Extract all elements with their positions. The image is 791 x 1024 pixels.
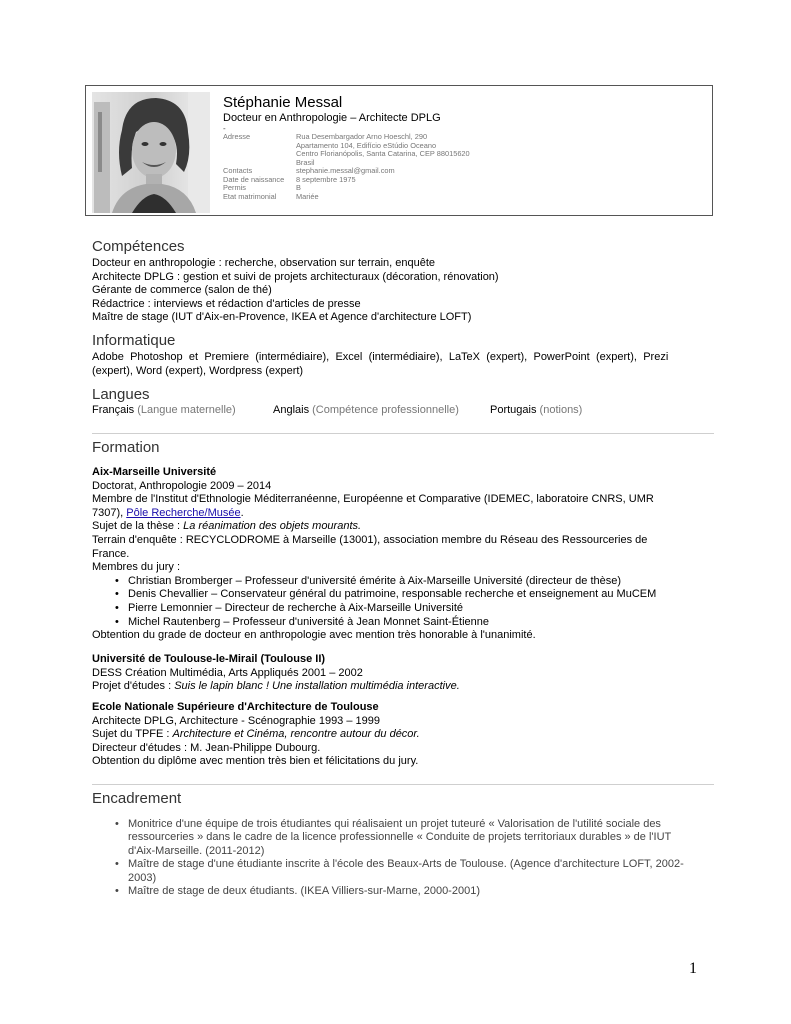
formation-toulouse [92, 653, 460, 694]
institution-name: Aix-Marseille Université [92, 466, 217, 478]
competence-item: Rédactrice : interviews et rédaction d'articles de presse [92, 297, 361, 310]
informatique-line: (expert), Word (expert), Wordpress (expert) [92, 364, 304, 377]
info-label: Date de naissance [223, 174, 285, 184]
institution-name: Université de Toulouse-le-Mirail (Toulouse II) [92, 653, 326, 665]
profile-photo [92, 92, 210, 213]
encadrement-list [92, 818, 698, 898]
info-row [223, 193, 470, 202]
competence-item: Gérante de commerce (salon de thé) [92, 284, 272, 297]
language-item [490, 404, 582, 418]
jury-list [92, 575, 656, 629]
encadrement-item: • Maître de stage de deux étudiants. (IKEA Villiers-sur-Marne, 2000-2001) [92, 885, 698, 898]
project-title: Suis le lapin blanc ! Une installation multimédia interactive. [174, 680, 460, 693]
competence-item: Architecte DPLG : gestion et suivi de projets architecturaux (décoration, rénovation) [92, 270, 499, 283]
formation-line: Directeur d'études : M. Jean-Philippe Dubourg. [92, 741, 321, 754]
language-name: Portugais [490, 404, 537, 416]
email-value[interactable]: stephanie.messal@gmail.com [296, 166, 395, 175]
competence-item: Maître de stage (IUT d'Aix-en-Provence, IKEA et Agence d'architecture LOFT) [92, 311, 472, 324]
formation-text: 7307), [92, 506, 127, 519]
formation-aix [92, 466, 656, 643]
competence-item: Docteur en anthropologie : recherche, observation sur terrain, enquête [92, 257, 436, 269]
encadrement-title: Encadrement [92, 790, 182, 807]
info-label [223, 142, 296, 151]
info-value: Mariée [296, 191, 319, 201]
formation-text: Sujet de la thèse : [92, 520, 184, 533]
langues-title: Langues [92, 386, 150, 403]
project-title: Architecture et Cinéma, rencontre autour du décor. [172, 728, 420, 741]
formation-text: . [240, 506, 244, 519]
language-level: (Langue maternelle) [137, 404, 236, 416]
formation-ensa [92, 701, 420, 769]
language-name: Français [92, 404, 135, 416]
degree-line: DESS Création Multimédia, Arts Appliqués 2001 – 2002 [92, 666, 363, 679]
info-label: Contacts [223, 166, 253, 175]
formation-line: France. [92, 547, 130, 560]
thesis-subject [92, 520, 656, 534]
language-item [92, 404, 236, 418]
competences-list [92, 257, 499, 325]
formation-line: Terrain d'enquête : RECYCLODROME à Marseille (13001), association membre du Réseau des Ressourceries de [92, 533, 648, 546]
info-row [223, 150, 470, 159]
info-label [223, 150, 296, 159]
formation-line: Membres du jury : [92, 561, 181, 574]
informatique-title: Informatique [92, 332, 176, 349]
degree-line: Doctorat, Anthropologie 2009 – 2014 [92, 479, 272, 492]
personal-info [223, 133, 470, 201]
degree-line: Architecte DPLG, Architecture - Scénographie 1993 – 1999 [92, 714, 381, 727]
formation-title: Formation [92, 439, 160, 456]
info-label: Adresse [223, 132, 251, 141]
language-name: Anglais [273, 404, 310, 416]
info-value: B [296, 183, 301, 192]
subtitle-dash: - [223, 124, 226, 133]
project-line [92, 680, 460, 694]
formation-line: Obtention du grade de docteur en anthropologie avec mention très honorable à l'unanimité. [92, 629, 536, 642]
jury-member: • Christian Bromberger – Professeur d'université émérite à Aix-Marseille Université (directeur de thèse) [92, 575, 656, 589]
formation-line: Membre de l'Institut d'Ethnologie Méditerranéenne, Européenne et Comparative (IDEMEC, laboratoire CNRS, UMR [92, 493, 654, 506]
formation-line [92, 507, 656, 521]
language-item [273, 404, 459, 418]
divider [92, 784, 714, 785]
profile-header [85, 85, 713, 216]
info-value: Rua Desembargador Arno Hoeschl, 290 [296, 132, 428, 141]
encadrement-item: • Monitrice d'une équipe de trois étudiantes qui réalisaient un projet tuteuré « Valorisation de l'utilité sociale des ressourceries » dans le cadre de la licence professionnelle « Conduite de projets territoriaux durables » de l'IUT d'Aix-Marseille. (2011-2012) [92, 818, 698, 858]
informatique-text [92, 351, 668, 378]
info-label: Permis [223, 183, 246, 192]
thesis-title: La réanimation des objets mourants. [183, 520, 362, 533]
formation-text: Sujet du TPFE : [92, 728, 173, 741]
encadrement-item: • Maître de stage d'une étudiante inscrite à l'école des Beaux-Arts de Toulouse. (Agence d'architecture LOFT, 2002-2003) [92, 858, 698, 885]
info-row [223, 176, 470, 185]
institution-name: Ecole Nationale Supérieure d'Architecture de Toulouse [92, 701, 379, 713]
jury-member: • Michel Rautenberg – Professeur d'université à Jean Monnet Saint-Étienne [92, 616, 656, 630]
language-level: (notions) [539, 404, 583, 416]
jury-member: • Denis Chevallier – Conservateur général du patrimoine, responsable recherche et enseignement au MuCEM [92, 588, 656, 602]
pole-recherche-link[interactable]: Pôle Recherche/Musée [126, 506, 241, 519]
divider [92, 433, 714, 434]
info-value: 8 septembre 1975 [296, 174, 356, 184]
info-value: Centro Florianópolis, Santa Catarina, CEP 88015620 [296, 149, 470, 158]
full-name: Stéphanie Messal [223, 94, 343, 111]
profile-subtitle: Docteur en Anthropologie – Architecte DPLG [223, 112, 441, 124]
formation-text: Projet d'études : [92, 680, 175, 693]
info-label: Etat matrimonial [223, 191, 277, 201]
page-number: 1 [689, 960, 697, 977]
competences-title: Compétences [92, 238, 185, 255]
info-value: Apartamento 104, Edifício eStúdio Oceano [296, 140, 437, 150]
language-level: (Compétence professionnelle) [312, 404, 459, 416]
project-line [92, 728, 420, 742]
informatique-line: Adobe Photoshop et Premiere (intermédiaire), Excel (intermédiaire), LaTeX (expert), PowerPoint (expert), Prezi [92, 351, 669, 363]
jury-member: • Pierre Lemonnier – Directeur de recherche à Aix-Marseille Université [92, 602, 656, 616]
info-value: Brasil [296, 157, 315, 167]
formation-line: Obtention du diplôme avec mention très bien et félicitations du jury. [92, 755, 419, 768]
